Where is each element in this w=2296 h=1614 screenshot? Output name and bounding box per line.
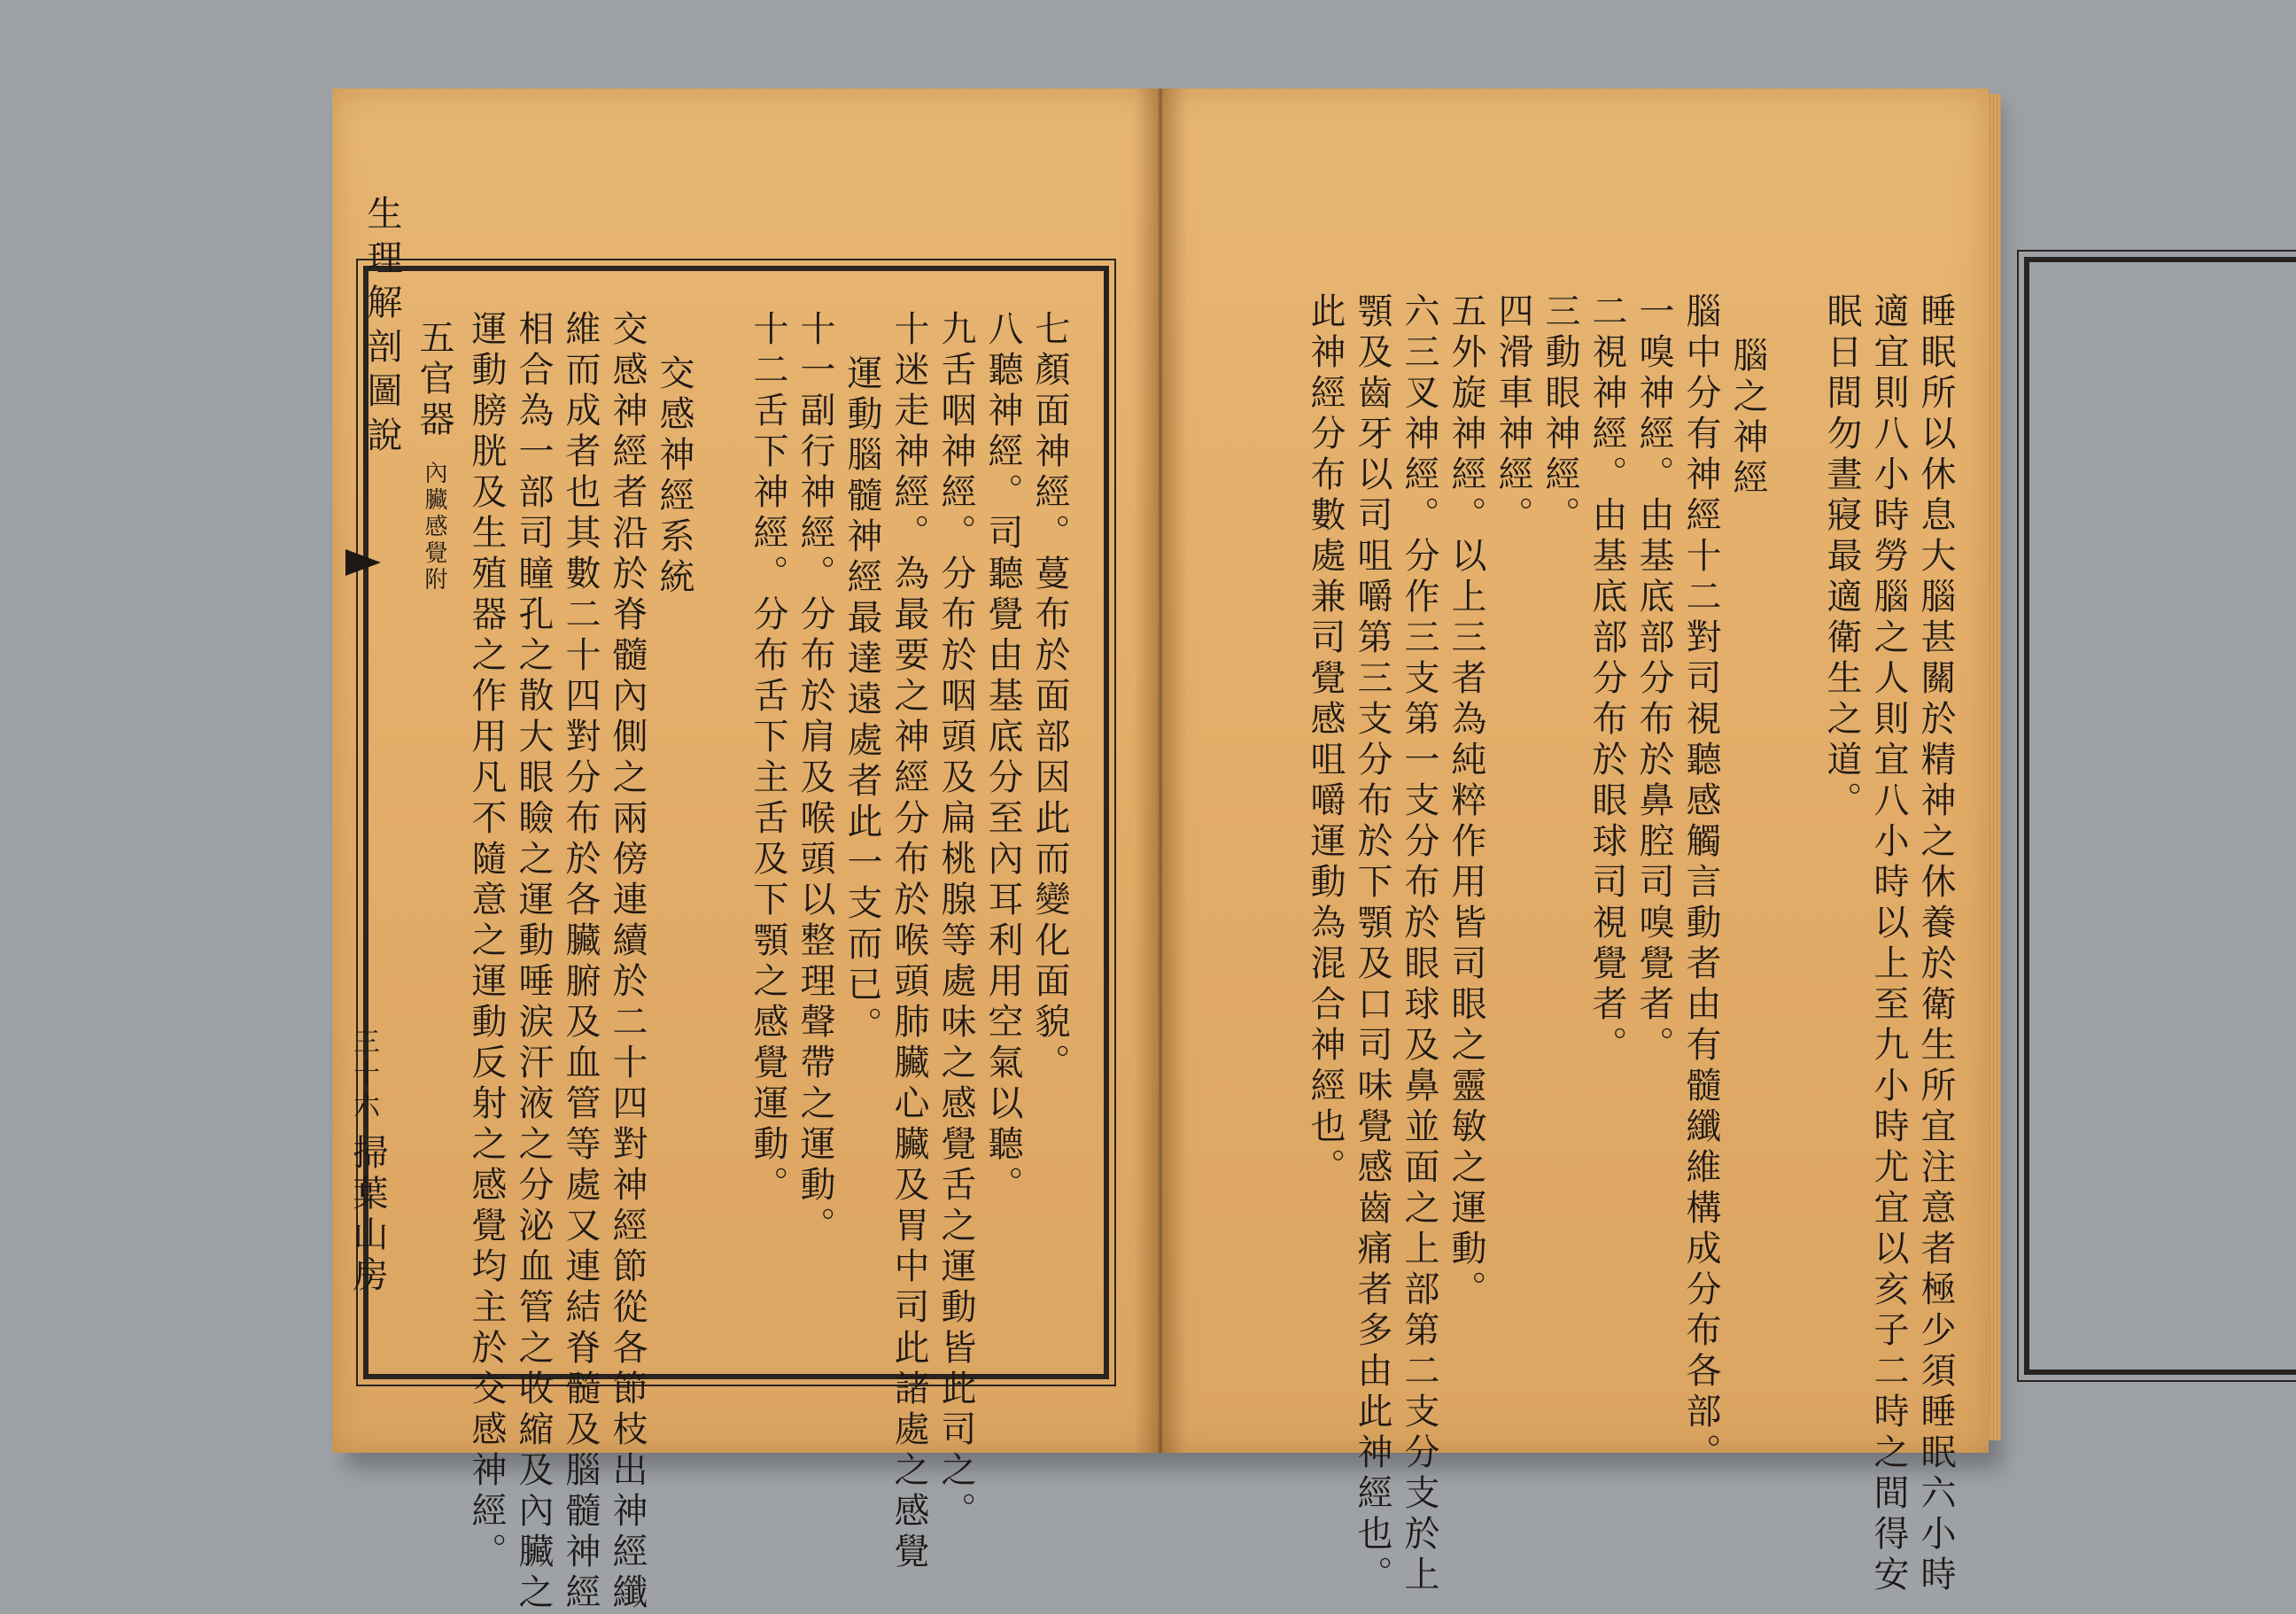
text-column: 十二舌下神經。分布舌下主舌及下顎之感覺運動。 <box>748 310 788 1207</box>
open-book <box>332 89 1989 1614</box>
text-column: 七顏面神經。蔓布於面部因此而變化面貌。 <box>1029 310 1070 1084</box>
text-column: 相合為一部司瞳孔之散大眼瞼之運動唾涙汗液之分泌血管之收縮及內臟之 <box>513 310 554 1614</box>
left-page <box>332 89 1160 1614</box>
text-column: 運動腦髓神經最達遠處者此一支而已。 <box>842 354 882 1047</box>
right-page-frame <box>2024 257 2296 1375</box>
text-column: 二視神經。由基底部分布於眼球司視覺者。 <box>1586 292 1627 1067</box>
text-column: 腦中分有神經十二對司視聽感觸言動者由有髓纖維構成分布各部。 <box>1680 292 1721 1474</box>
text-column: 一嗅神經。由基底部分布於鼻腔司嗅覺者。 <box>1633 292 1674 1067</box>
text-column: 八聽神經。司聽覺由基底分至內耳利用空氣以聽。 <box>982 310 1023 1207</box>
text-column: 運動膀胱及生殖器之作用凡不隨意之運動反射之感覺均主於交感神經。 <box>466 310 507 1573</box>
book-gutter <box>1134 89 1187 1453</box>
right-page <box>1160 89 1989 1596</box>
section-heading: 交感神經系統 <box>654 354 694 599</box>
text-column: 睡眠所以休息大腦甚關於精神之休養於衛生所宜注意者極少須睡眠六小時 <box>1915 292 1956 1596</box>
text-column: 十迷走神經。為最要之神經分布於喉頭肺臟心臟及胃中司此諸處之感覺 <box>888 310 929 1573</box>
text-column: 此神經分布數處兼司覺感咀嚼運動為混合神經也。 <box>1305 292 1346 1189</box>
left-publisher: 掃葉山房 <box>347 1134 388 1297</box>
text-column: 四滑車神經。 <box>1493 292 1533 537</box>
text-column: 三動眼神經。 <box>1540 292 1580 537</box>
section-heading-note: 內臟感覺附 <box>421 461 447 594</box>
text-column: 交感神經者沿於脊髓內側之兩傍連續於二十四對神經節從各節枝出神經纖 <box>607 310 648 1614</box>
page-edges <box>1989 94 2001 1440</box>
text-column: 五外旋神經。以上三者為純粹作用皆司眼之靈敏之運動。 <box>1446 292 1486 1311</box>
left-margin-title: 生理解剖圖說 <box>361 195 402 461</box>
section-heading: 腦之神經 <box>1727 337 1768 500</box>
left-page-number: 三十六 <box>348 1028 379 1123</box>
text-column: 十一副行神經。分布於肩及喉頭以整理聲帶之運動。 <box>795 310 835 1247</box>
section-heading: 五官器 <box>414 319 454 441</box>
text-column: 適宜則八小時勞腦之人則宜八小時以上至九小時尤宜以亥子二時之間得安 <box>1868 292 1909 1596</box>
text-column: 維而成者也其數二十四對分布於各臟腑及血管等處又連結脊髓及腦髓神經 <box>560 310 601 1614</box>
text-column: 眠日間勿晝寢最適衛生之道。 <box>1821 292 1862 822</box>
text-column: 顎及齒牙以司咀嚼第三支分布於下顎及口司味覺感齒痛者多由此神經也。 <box>1352 292 1392 1596</box>
text-column: 六三叉神經。分作三支第一支分布於眼球及鼻並面之上部第二支分支於上 <box>1399 292 1439 1596</box>
text-column: 九舌咽神經。分布於咽頭及扁桃腺等處味之感覺舌之運動皆此司之。 <box>935 310 976 1533</box>
